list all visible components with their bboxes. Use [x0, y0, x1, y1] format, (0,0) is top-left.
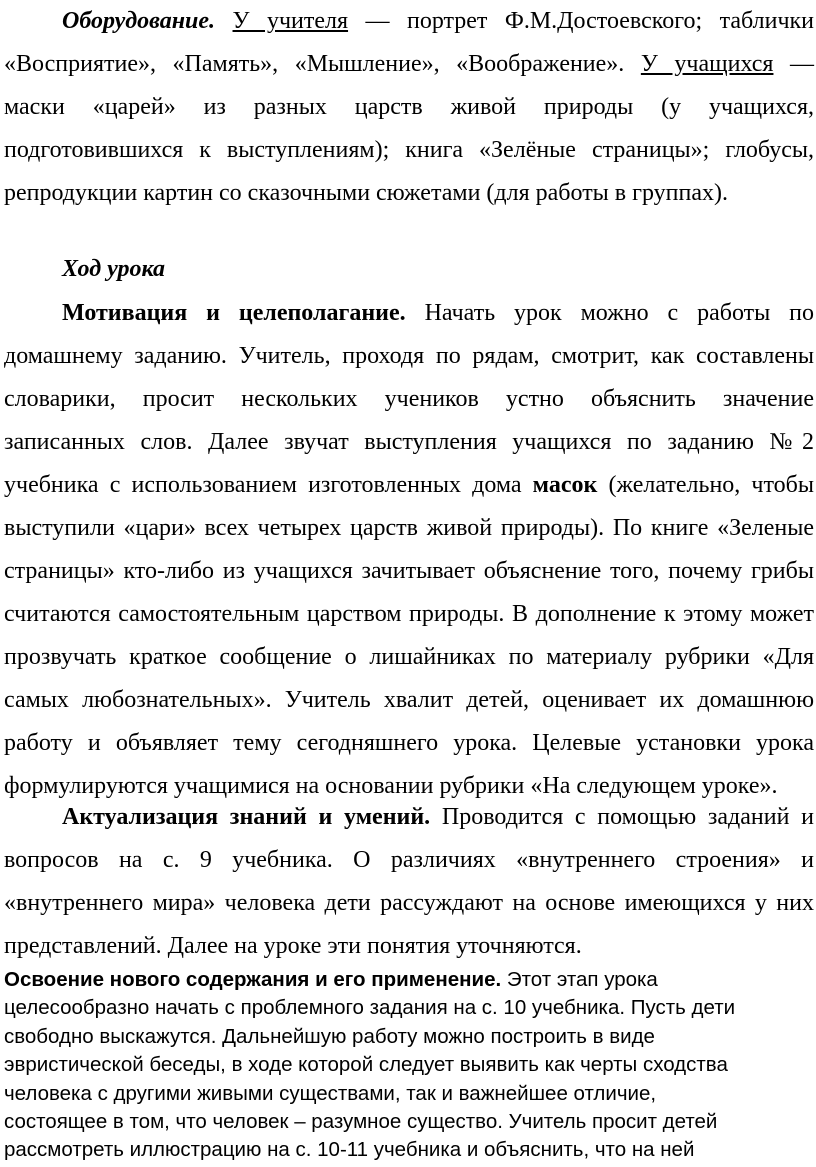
equipment-label: Оборудование.: [62, 8, 216, 34]
students-items-text: маски «царей» из разных царств живой природы (у учащихся, подготовившихся к выступлениям); книга «Зелёные страницы»; глобусы, репродукции картин со сказочными сюжетами (для работы в группах).: [4, 94, 814, 206]
new-content-title: Освоение нового содержания и его применение.: [4, 968, 502, 991]
teacher-dash: —: [348, 8, 407, 34]
new-content-paragraph: [4, 966, 764, 1165]
motivation-paragraph: [4, 292, 814, 808]
lesson-heading: Ход урока: [62, 256, 166, 282]
motivation-bold-word: масок: [532, 472, 598, 498]
equipment-paragraph: [4, 0, 814, 215]
teacher-items-text: портрет Ф.М.Достоевского; таблички «Восприятие», «Память», «Мышление», «Воображение».: [4, 8, 815, 77]
actualization-paragraph: [4, 796, 814, 968]
actualization-text: Проводится с помощью заданий и вопросов на с. 9 учебника. О различиях «внутреннего строения» и «внутреннего мира» человека дети рассуждают на основе имеющихся у них представлений. Далее на уроке эти понятия уточняются.: [4, 804, 815, 959]
motivation-title: Мотивация и целеполагание.: [62, 300, 406, 326]
students-label: У учащихся: [640, 51, 774, 77]
motivation-text-before: Начать урок можно с работы по домашнему заданию. Учитель, проходя по рядам, смотрит, как составлены словарики, просит нескольких учеников устно объяснить значение записанных слов. Далее звучат выступления учащихся по заданию №2 учебника с использованием изготовленных дома: [4, 300, 814, 498]
motivation-text-after: (желательно, чтобы выступили «цари» всех четырех царств живой природы). По книге «Зеленые страницы» кто-либо из учащихся зачитывает объяснение того, почему грибы считаются самостоятельным царством природы. В дополнение к этому может прозвучать краткое сообщение о лишайниках по материалу рубрики «Для самых любознательных». Учитель хвалит детей, оценивает их домашнюю работу и объявляет тему сегодняшнего урока. Целевые установки урока формулируются учащимися на основании рубрики «На следующем уроке».: [4, 472, 815, 799]
new-content-text: Этот этап урока целесообразно начать с проблемного задания на с. 10 учебника. Пусть дети свободно выскажутся. Дальнейшую работу можно построить в виде эвристической беседы, в ходе которой следует выявить как черты сходства человека с другими живыми существами, так и важнейшее отличие, состоящее в том, что человек – разумное существо. Учитель просит детей рассмотреть иллюстрацию на с. 10-11 учебника и объяснить, что на ней: [4, 968, 736, 1162]
actualization-title: Актуализация знаний и умений.: [62, 804, 431, 830]
students-dash: —: [773, 51, 815, 77]
teacher-label: У учителя: [232, 8, 349, 34]
